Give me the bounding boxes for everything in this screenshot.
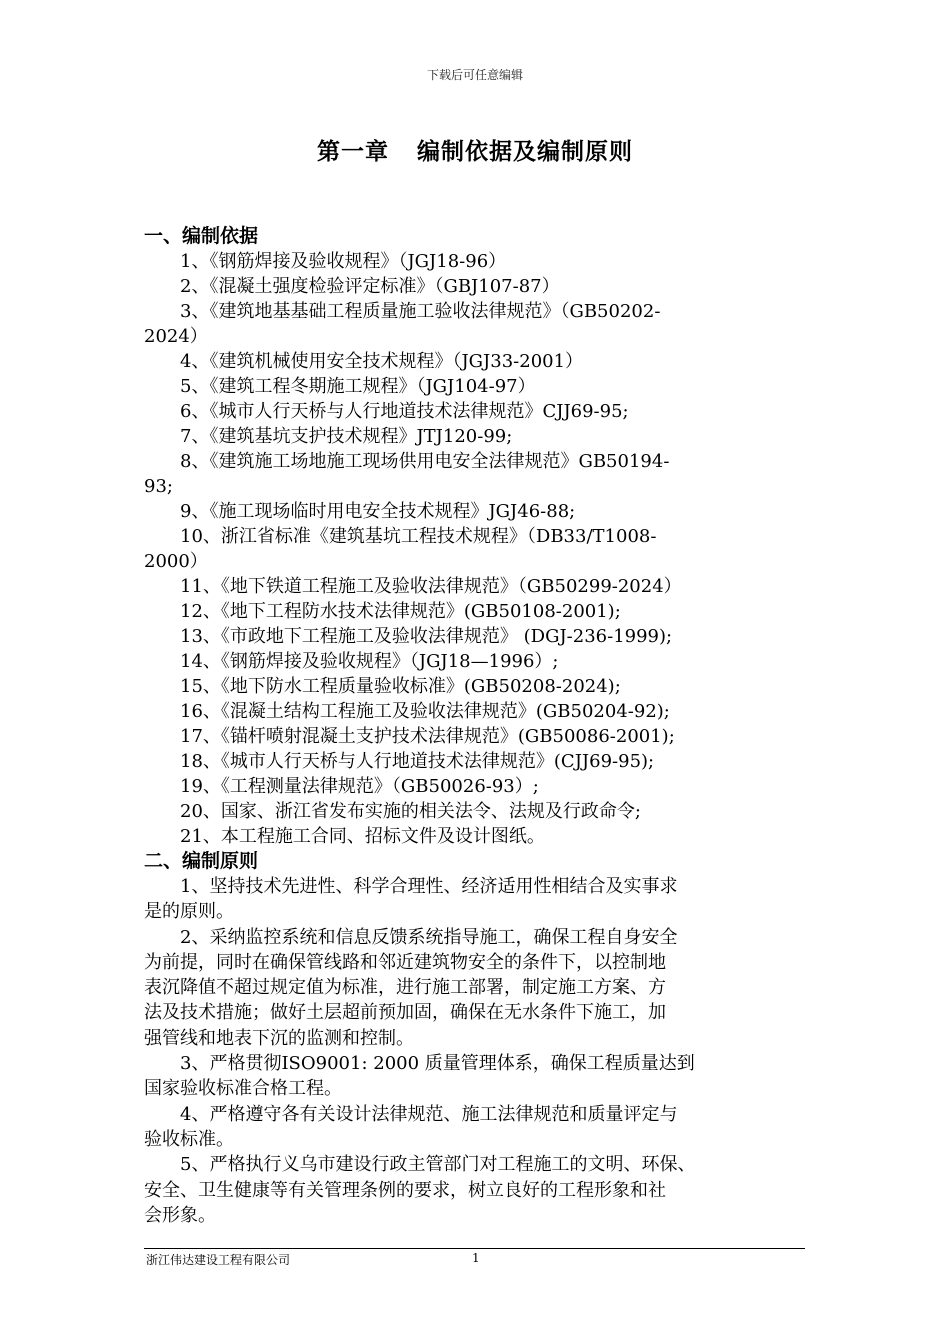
principle-paragraph [144, 1152, 809, 1228]
basis-list-item: 8、《建筑施工场地施工现场供用电安全法律规范》GB50194- [180, 451, 670, 472]
document-body [144, 224, 809, 1228]
basis-list-item: 1、《钢筋焊接及验收规程》（JGJ18-96） [180, 251, 507, 272]
page-number: 1 [472, 1251, 480, 1265]
basis-list-item: 10、浙江省标准《建筑基坑工程技术规程》（DB33/T1008- [180, 526, 657, 547]
principles-list [144, 874, 809, 1228]
principle-paragraph [144, 1102, 809, 1153]
principle-line: 国家验收标准合格工程。 [144, 1078, 342, 1100]
principle-line: 1、坚持技术先进性、科学合理性、经济适用性相结合及实事求 [180, 876, 678, 897]
chapter-title: 编制依据及编制原则 [417, 138, 633, 165]
principle-paragraph [144, 874, 809, 925]
basis-list-item: 11、《地下铁道工程施工及验收法律规范》（GB50299-2024） [180, 576, 682, 597]
basis-list-item: 9、《施工现场临时用电安全技术规程》JGJ46-88; [180, 501, 576, 522]
principle-line: 表沉降值不超过规定值为标准，进行施工部署，制定施工方案、方 [144, 977, 666, 999]
principle-paragraph [144, 925, 809, 1051]
basis-list-item: 5、《建筑工程冬期施工规程》（JGJ104-97） [180, 376, 536, 397]
principle-line: 3、严格贯彻ISO9001: 2000 质量管理体系，确保工程质量达到 [180, 1053, 695, 1075]
principle-line: 法及技术措施；做好土层超前预加固，确保在无水条件下施工，加 [144, 1002, 666, 1024]
basis-list-item: 15、《地下防水工程质量验收标准》(GB50208-2024); [180, 676, 621, 697]
principle-line: 为前提，同时在确保管线路和邻近建筑物安全的条件下，以控制地 [144, 951, 666, 973]
principle-line: 2、采纳监控系统和信息反馈系统指导施工，确保工程自身安全 [180, 926, 678, 948]
basis-list-item: 2、《混凝土强度检验评定标准》（GBJ107-87） [180, 276, 560, 297]
basis-list-item: 7、《建筑基坑支护技术规程》JTJ120-99; [180, 426, 513, 447]
principle-line: 验收标准。 [144, 1128, 234, 1150]
principle-paragraph [144, 1051, 809, 1102]
principle-line: 会形象。 [144, 1204, 216, 1226]
basis-list-item: 12、《地下工程防水技术法律规范》(GB50108-2001); [180, 601, 621, 622]
principle-line: 强管线和地表下沉的监测和控制。 [144, 1027, 414, 1049]
page-title [0, 133, 950, 166]
footer-divider [144, 1248, 805, 1249]
basis-list-item: 4、《建筑机械使用安全技术规程》（JGJ33-2001） [180, 351, 584, 372]
section-heading-principles: 二、编制原则 [144, 850, 259, 872]
basis-list-item: 3、《建筑地基基础工程质量施工验收法律规范》（GB50202- [180, 301, 661, 322]
header-note: 下载后可任意编辑 [426, 68, 523, 82]
principle-line: 是的原则。 [144, 901, 234, 923]
footer-company: 浙江伟达建设工程有限公司 [146, 1253, 291, 1267]
basis-list-item: 21、本工程施工合同、招标文件及设计图纸。 [180, 826, 545, 847]
basis-list-item: 6、《城市人行天桥与人行地道技术法律规范》CJJ69-95; [180, 401, 629, 422]
chapter-number: 第一章 [317, 138, 389, 165]
basis-list-item: 13、《市政地下工程施工及验收法律规范》 (DGJ-236-1999); [180, 626, 673, 647]
principle-line: 4、严格遵守各有关设计法律规范、施工法律规范和质量评定与 [180, 1103, 678, 1125]
basis-list-item: 19、《工程测量法律规范》（GB50026-93）; [180, 776, 539, 797]
section-heading-basis: 一、编制依据 [144, 225, 259, 247]
basis-list-item: 14、《钢筋焊接及验收规程》（JGJ18—1996）; [180, 651, 559, 672]
basis-list-item: 20、国家、浙江省发布实施的相关法令、法规及行政命令; [180, 801, 641, 822]
principle-line: 5、严格执行义乌市建设行政主管部门对工程施工的文明、环保、 [180, 1154, 696, 1176]
basis-list-item: 93; [144, 476, 173, 497]
basis-list-item: 18、《城市人行天桥与人行地道技术法律规范》(CJJ69-95); [180, 751, 655, 772]
basis-list-item: 2024） [144, 326, 208, 347]
basis-list-item: 16、《混凝土结构工程施工及验收法律规范》(GB50204-92); [180, 701, 670, 722]
basis-list [144, 249, 809, 849]
principle-line: 安全、卫生健康等有关管理条例的要求，树立良好的工程形象和社 [144, 1179, 666, 1201]
basis-list-item: 2000） [144, 551, 208, 572]
basis-list-item: 17、《锚杆喷射混凝土支护技术法律规范》(GB50086-2001); [180, 726, 675, 747]
